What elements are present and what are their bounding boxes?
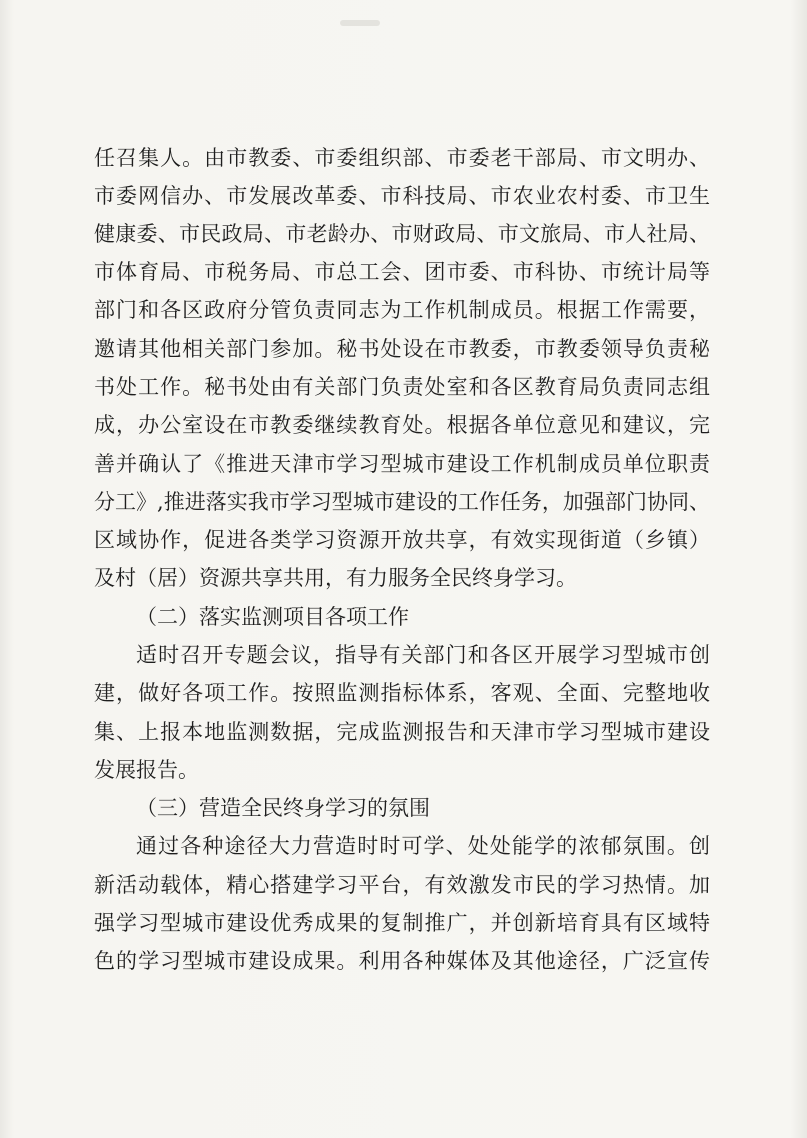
paragraph-line: 部门和各区政府分管负责同志为工作机制成员。根据工作需要， [94,298,710,322]
paragraph-line: 分工》,推进落实我市学习型城市建设的工作任务，加强部门协同、 [94,490,710,514]
section-heading: （二）落实监测项目各项工作 [136,605,409,629]
paragraph-line: 健康委、市民政局、市老龄办、市财政局、市文旅局、市人社局、 [94,222,710,246]
paragraph-line: 通过各种途径大力营造时时可学、处处能学的浓郁氛围。创 [136,834,710,858]
paragraph-line: 新活动载体，精心搭建学习平台，有效激发市民的学习热情。加 [94,873,710,897]
paragraph-line: 善并确认了《推进天津市学习型城市建设工作机制成员单位职责 [94,452,710,476]
paragraph-line: 市体育局、市税务局、市总工会、团市委、市科协、市统计局等 [94,260,710,284]
paragraph-line: 适时召开专题会议，指导有关部门和各区开展学习型城市创 [136,643,710,667]
paragraph-line: 区域协作，促进各类学习资源开放共享，有效实现街道（乡镇） [94,528,710,552]
paragraph-line: 邀请其他相关部门参加。秘书处设在市教委，市教委领导负责秘 [94,337,710,361]
scan-mark [340,20,380,26]
section-heading: （三）营造全民终身学习的氛围 [136,796,430,820]
paragraph-line: 色的学习型城市建设成果。利用各种媒体及其他途径，广泛宣传 [94,949,710,973]
paragraph-line: 发展报告。 [94,758,199,782]
paragraph-line: 集、上报本地监测数据，完成监测报告和天津市学习型城市建设 [94,720,710,744]
paragraph-line: 书处工作。秘书处由有关部门负责处室和各区教育局负责同志组 [94,375,710,399]
paragraph-line: 成，办公室设在市教委继续教育处。根据各单位意见和建议，完 [94,413,710,437]
paragraph-line: 建，做好各项工作。按照监测指标体系，客观、全面、完整地收 [94,681,710,705]
paragraph-line: 强学习型城市建设优秀成果的复制推广，并创新培育具有区域特 [94,911,710,935]
paragraph-line: 市委网信办、市发展改革委、市科技局、市农业农村委、市卫生 [94,184,710,208]
paragraph-line: 及村（居）资源共享共用，有力服务全民终身学习。 [94,566,577,590]
paragraph-line: 任召集人。由市教委、市委组织部、市委老干部局、市文明办、 [94,146,710,170]
